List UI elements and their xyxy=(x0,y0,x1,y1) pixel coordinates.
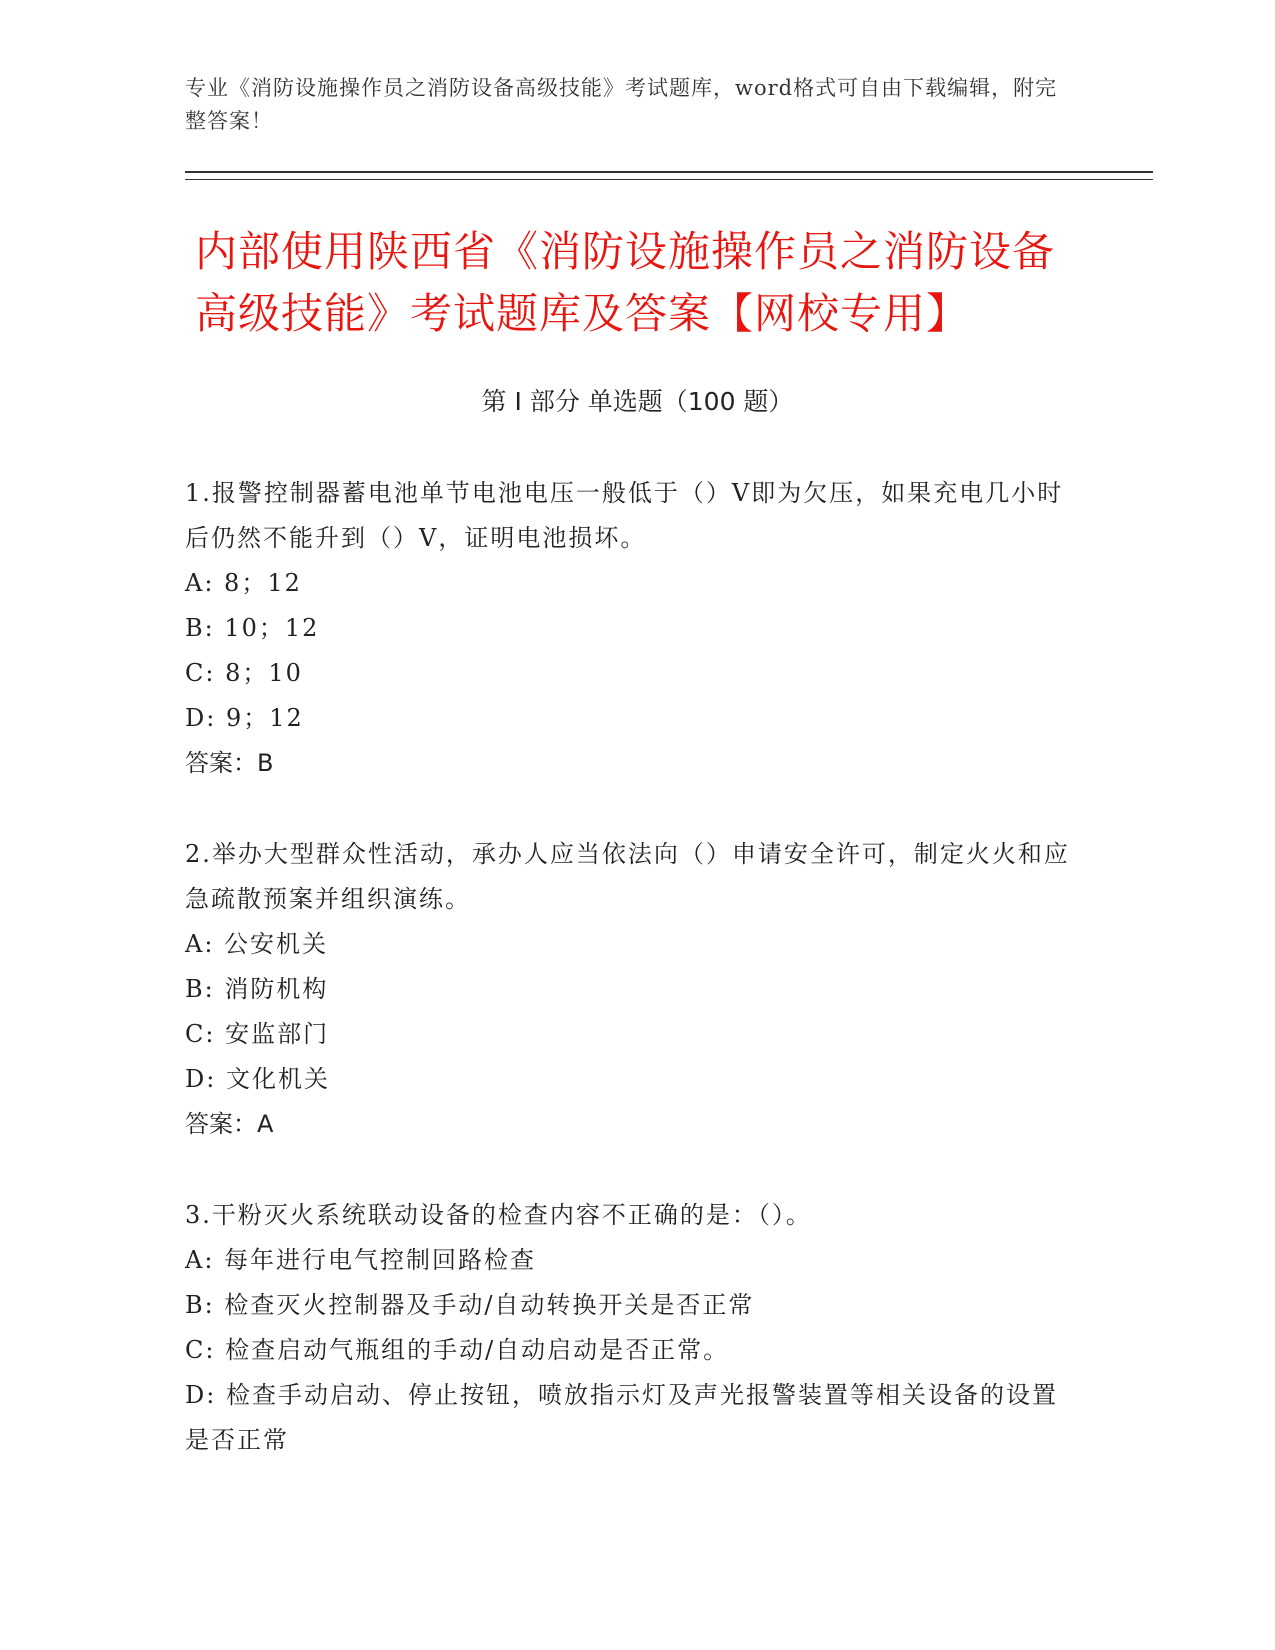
option-a: A: 8；12 xyxy=(185,569,302,597)
option-c: C: 检查启动气瓶组的手动/自动启动是否正常。 xyxy=(185,1336,730,1364)
header-note: 专业《消防设施操作员之消防设备高级技能》考试题库，word格式可自由下载编辑，附完整答案！ xyxy=(185,76,1058,133)
option-b: B: 检查灭火控制器及手动/自动转换开关是否正常 xyxy=(185,1291,755,1319)
option-d: D: 文化机关 xyxy=(185,1065,330,1093)
question-stem: 2.举办大型群众性活动，承办人应当依法向（）申请安全许可，制定火火和应急疏散预案并组织演练。 xyxy=(185,840,1070,913)
option-b: B: 10；12 xyxy=(185,614,320,642)
option-a: A: 公安机关 xyxy=(185,930,329,958)
question-3 xyxy=(185,1193,1075,1463)
question-1 xyxy=(185,471,1075,786)
option-a: A: 每年进行电气控制回路检查 xyxy=(185,1246,537,1274)
question-list xyxy=(185,471,1075,1509)
question-2 xyxy=(185,832,1075,1147)
option-b: B: 消防机构 xyxy=(185,975,329,1003)
section-heading: 第 I 部分 单选题（100 题） xyxy=(481,387,794,416)
option-d: D: 检查手动启动、停止按钮，喷放指示灯及声光报警装置等相关设备的设置是否正常 xyxy=(185,1381,1058,1454)
header-divider-thick xyxy=(185,171,1153,173)
header-divider-thin xyxy=(185,179,1153,180)
answer-line: 答案：A xyxy=(185,1110,274,1138)
option-c: C: 安监部门 xyxy=(185,1020,330,1048)
question-stem: 3.干粉灭火系统联动设备的检查内容不正确的是：（）。 xyxy=(185,1201,812,1229)
option-c: C: 8；10 xyxy=(185,659,303,687)
answer-line: 答案：B xyxy=(185,749,274,777)
question-stem: 1.报警控制器蓄电池单节电池电压一般低于（）V即为欠压，如果充电几小时后仍然不能升到（）V，证明电池损坏。 xyxy=(185,479,1064,552)
document-title: 内部使用陕西省《消防设施操作员之消防设备高级技能》考试题库及答案【网校专用】 xyxy=(195,227,1056,338)
option-d: D: 9；12 xyxy=(185,704,304,732)
